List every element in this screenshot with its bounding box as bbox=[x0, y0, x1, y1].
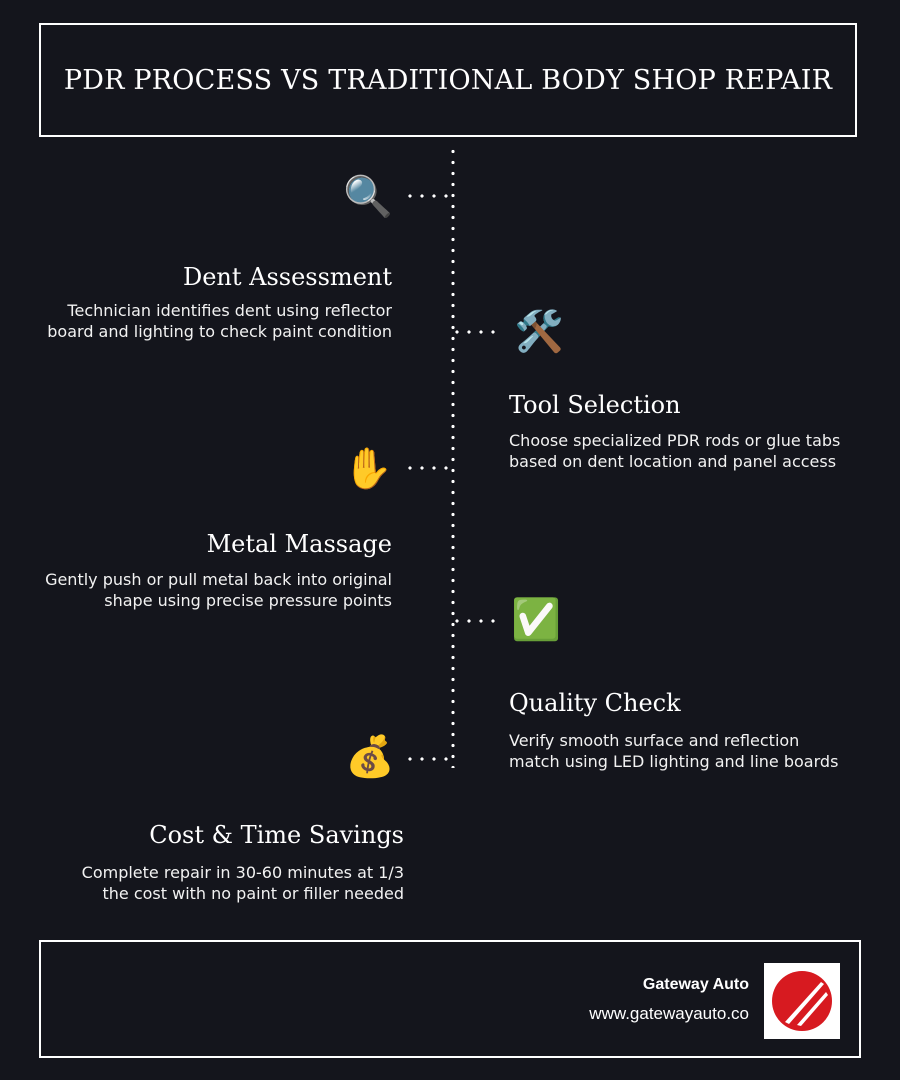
step-title-metal-massage: Metal Massage bbox=[206, 530, 392, 558]
website-link[interactable]: www.gatewayauto.co bbox=[589, 1004, 749, 1023]
hammer-wrench-icon: 🛠️ bbox=[514, 309, 564, 355]
check-mark-icon: ✅ bbox=[511, 597, 561, 643]
step-desc-dent-assessment: Technician identifies dent using reflector board and lighting to check paint condition bbox=[47, 301, 392, 341]
connector-dots bbox=[451, 619, 501, 623]
timeline-line bbox=[451, 146, 455, 768]
page-title: PDR PROCESS VS TRADITIONAL BODY SHOP REPAIR bbox=[63, 64, 833, 96]
step-desc-metal-massage: Gently push or pull metal back into original shape using precise pressure points bbox=[45, 570, 392, 610]
logo-icon bbox=[771, 970, 833, 1032]
footer bbox=[39, 940, 861, 1058]
connector-dots bbox=[404, 194, 454, 198]
raised-hand-icon: ✋ bbox=[343, 446, 393, 492]
step-title-dent-assessment: Dent Assessment bbox=[182, 263, 392, 291]
step-desc-tool-selection: Choose specialized PDR rods or glue tabs based on dent location and panel access bbox=[509, 431, 841, 471]
magnifying-glass-icon: 🔍 bbox=[343, 174, 393, 220]
connector-dots bbox=[404, 466, 454, 470]
step-desc-quality-check: Verify smooth surface and reflection match using LED lighting and line boards bbox=[509, 731, 839, 771]
company-name: Gateway Auto bbox=[642, 976, 749, 993]
connector-dots bbox=[404, 757, 454, 761]
step-desc-cost-time-savings: Complete repair in 30-60 minutes at 1/3 the cost with no paint or filler needed bbox=[81, 863, 404, 903]
title-banner bbox=[39, 23, 857, 137]
company-logo bbox=[764, 963, 840, 1039]
step-title-quality-check: Quality Check bbox=[509, 689, 681, 717]
money-bag-icon: 💰 bbox=[345, 734, 395, 780]
step-title-tool-selection: Tool Selection bbox=[509, 391, 681, 419]
step-title-cost-time-savings: Cost & Time Savings bbox=[149, 821, 404, 849]
connector-dots bbox=[451, 330, 501, 334]
